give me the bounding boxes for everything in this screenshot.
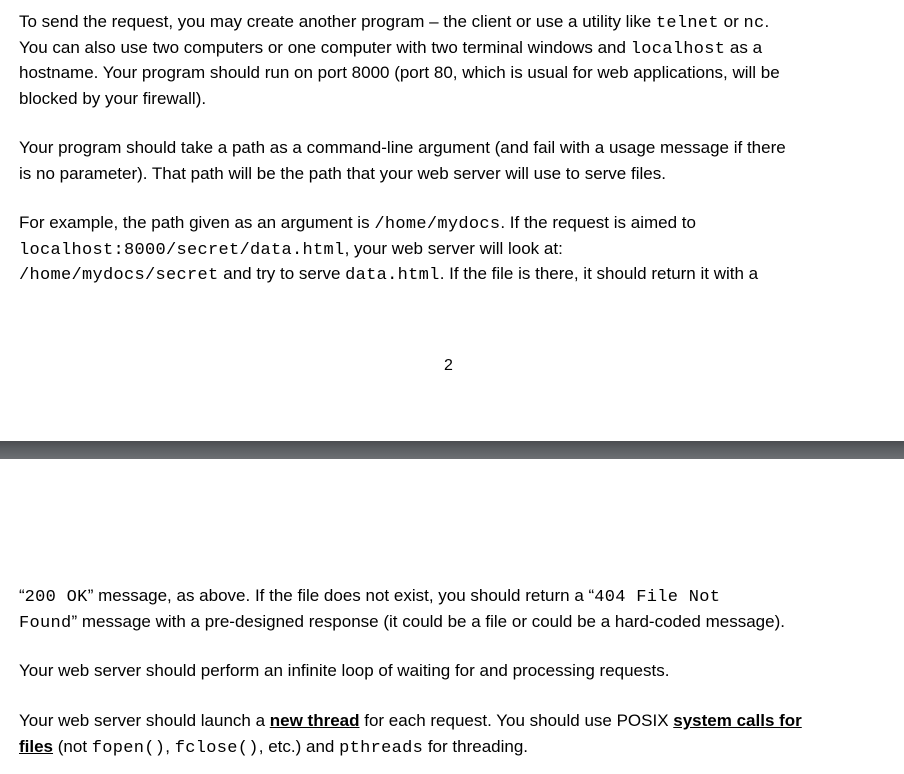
code-url: localhost:8000/secret/data.html: [19, 240, 345, 260]
code-fclose: fclose(): [174, 738, 259, 758]
paragraph-infinite-loop: [19, 658, 889, 684]
text-span: for threading.: [423, 736, 529, 756]
text-line: [19, 609, 889, 635]
text-line: [19, 583, 889, 609]
text-span: ” message, as above. If the file does not exist, you should return a “: [87, 586, 595, 605]
paragraph-path-argument: [19, 135, 889, 186]
code-200-ok: 200 OK: [24, 588, 88, 607]
text-span: . If the file is there, it should return it with a: [439, 264, 759, 283]
text-line: [19, 35, 889, 61]
text-span: ,: [165, 736, 175, 756]
text-line: is no parameter). That path will be the path that your web server will use to serve files.: [19, 163, 666, 183]
text-line: Your program should take a path as a command-line argument (and fail with a usage message if there: [19, 138, 786, 157]
new-thread-link[interactable]: new thread: [269, 711, 360, 730]
system-calls-link[interactable]: system calls for: [673, 711, 802, 730]
document-page-lower: [0, 459, 904, 774]
text-span: “: [19, 586, 25, 605]
paragraph-response-codes: [19, 583, 889, 634]
text-span: You can also use two computers or one computer with two terminal windows and: [19, 37, 631, 57]
code-nc: nc: [743, 14, 765, 33]
text-line: [19, 734, 889, 760]
paragraph-threads: [19, 708, 889, 759]
text-span: ” message with a pre-designed response (it could be a file or could be a hard-coded message).: [71, 611, 785, 631]
code-404: 404 File Not: [594, 588, 721, 607]
text-line: blocked by your firewall).: [19, 88, 207, 108]
text-span: for each request. You should use POSIX: [359, 711, 674, 730]
code-fopen: fopen(): [91, 738, 166, 758]
code-path: /home/mydocs: [374, 215, 501, 234]
text-line: [19, 261, 889, 287]
text-line: [19, 9, 889, 35]
code-filename: data.html: [345, 266, 440, 285]
text-line: hostname. Your program should run on port 8000 (port 80, which is usual for web applications, will be: [19, 63, 780, 82]
text-line: [19, 708, 889, 734]
code-pthreads: pthreads: [339, 738, 424, 758]
page-number: 2: [444, 357, 453, 374]
code-telnet: telnet: [655, 14, 719, 33]
text-span: , etc.) and: [258, 736, 340, 756]
text-span: .: [764, 12, 770, 31]
text-span: Your web server should launch a: [19, 711, 270, 730]
text-line: [19, 236, 889, 262]
text-span: or: [718, 12, 744, 31]
system-calls-link-continued[interactable]: files: [19, 736, 54, 756]
paragraph-request-client: [19, 9, 889, 111]
code-found: Found: [19, 613, 72, 633]
page-separator: [0, 441, 904, 459]
text-span: . If the request is aimed to: [500, 213, 696, 232]
code-full-path: /home/mydocs/secret: [19, 266, 219, 285]
code-localhost: localhost: [630, 39, 726, 59]
text-span: , your web server will look at:: [344, 238, 563, 258]
text-line: [19, 210, 889, 236]
text-span: and try to serve: [218, 264, 346, 283]
paragraph-example: [19, 210, 889, 287]
text-line: Your web server should perform an infinite loop of waiting for and processing requests.: [19, 661, 670, 680]
text-span: For example, the path given as an argument is: [19, 213, 375, 232]
text-span: as a: [725, 37, 763, 57]
text-span: (not: [53, 736, 92, 756]
text-span: To send the request, you may create another program – the client or use a utility like: [19, 12, 656, 31]
